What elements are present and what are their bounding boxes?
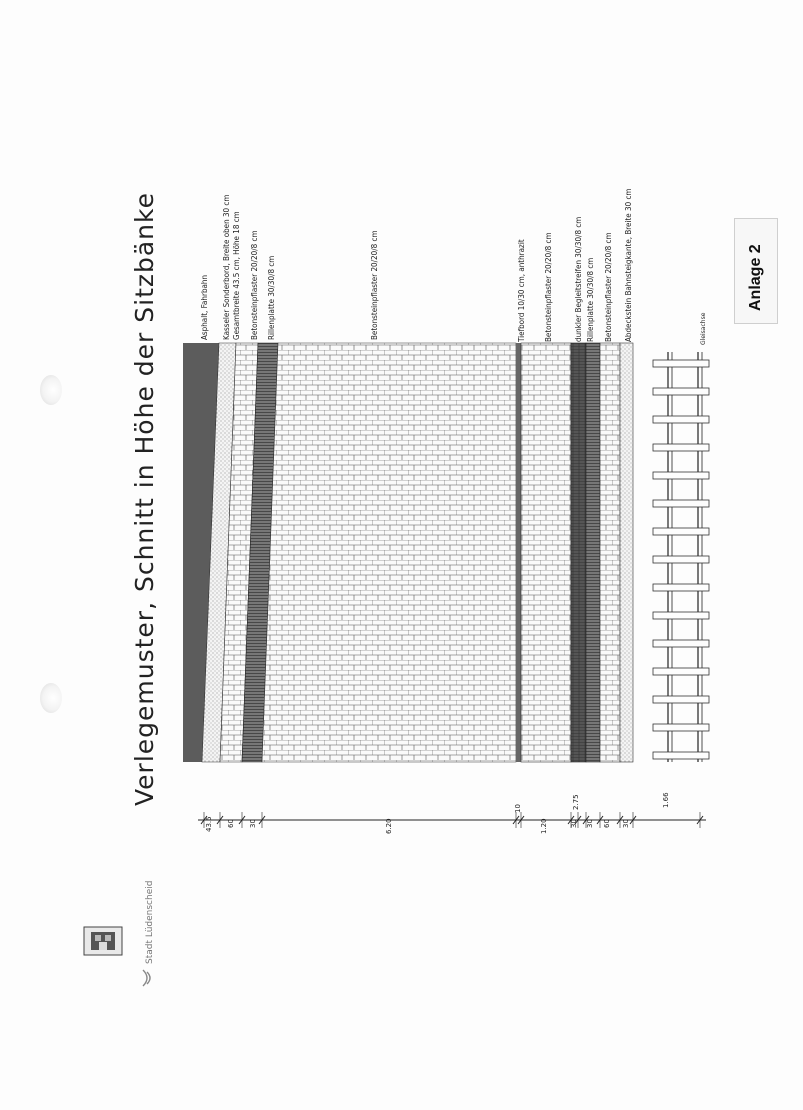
track-sleeper (653, 696, 709, 703)
page-title: Verlegemuster, Schnitt in Höhe der Sitzbänke (130, 192, 159, 806)
dimension-value: 60 (227, 819, 235, 828)
layer-label: Rillenplatte 30/30/8 cm (267, 255, 276, 340)
track-sleeper (653, 584, 709, 591)
track-sleeper (653, 724, 709, 731)
layer-label: Betonsteinpflaster 20/20/8 cm (370, 230, 379, 340)
track-sleeper (653, 444, 709, 451)
track-sleepers (653, 360, 709, 759)
layer-label: dunkler Begleitstreifen 30/30/8 cm (574, 216, 583, 342)
platform-edge-stone (620, 343, 633, 762)
track-sleeper (653, 528, 709, 535)
track-sleeper (653, 668, 709, 675)
paving-field-secondary (521, 343, 571, 762)
dimension-value: 1.20 (540, 818, 548, 834)
dark-companion-strip (571, 343, 586, 762)
layer-label: Kasseler Sonderbord, Breite oben 30 cm (222, 194, 231, 340)
dimension-value: 30 (586, 819, 594, 828)
city-logo-icon (137, 968, 171, 988)
track-sleeper (653, 612, 709, 619)
dimension-value: 60 (603, 819, 611, 828)
attachment-badge-label: Anlage 2 (747, 244, 764, 311)
layer-label: Betonsteinpflaster 20/20/8 cm (604, 232, 613, 342)
layer-label: Gesamtbreite 43.5 cm, Höhe 18 cm (232, 211, 241, 340)
dimension-value: 2.75 (572, 794, 580, 810)
layer-label: Asphalt, Fahrbahn (200, 274, 209, 340)
dimension-value: 30 (622, 819, 630, 828)
city-crest-icon (83, 926, 123, 956)
layer-label: Betonsteinpflaster 20/20/8 cm (250, 230, 259, 340)
city-logo (133, 880, 167, 988)
track-sleeper (653, 752, 709, 759)
layer-label: Rillenplatte 30/30/8 cm (586, 257, 595, 342)
layer-label: Betonsteinpflaster 20/20/8 cm (544, 232, 553, 342)
dimension-value: 30 (570, 819, 578, 828)
layer-label: Tiefbord 10/30 cm, anthrazit (517, 239, 526, 342)
track-sleeper (653, 416, 709, 423)
dimension-value: 43.5 (205, 816, 213, 832)
low-curb-strip (516, 343, 521, 762)
dimension-value: 10 (514, 804, 522, 813)
layer-label: Abdeckstein Bahnsteigkante, Breite 30 cm (624, 188, 633, 342)
track-axis-label: Gleisachse (700, 312, 707, 345)
city-logo-text: Stadt Lüdenscheid (145, 880, 155, 964)
track-sleeper (653, 640, 709, 647)
tactile-strip-lower (586, 343, 600, 762)
dimension-value: 1.66 (662, 792, 670, 808)
dimension-value: 30 (249, 819, 257, 828)
paving-strip-lower (600, 343, 620, 762)
track-sleeper (653, 472, 709, 479)
track-sleeper (653, 388, 709, 395)
paving-field-main (262, 343, 516, 762)
track-sleeper (653, 360, 709, 367)
track-sleeper (653, 500, 709, 507)
track-sleeper (653, 556, 709, 563)
dimension-value: 6.20 (385, 818, 393, 834)
